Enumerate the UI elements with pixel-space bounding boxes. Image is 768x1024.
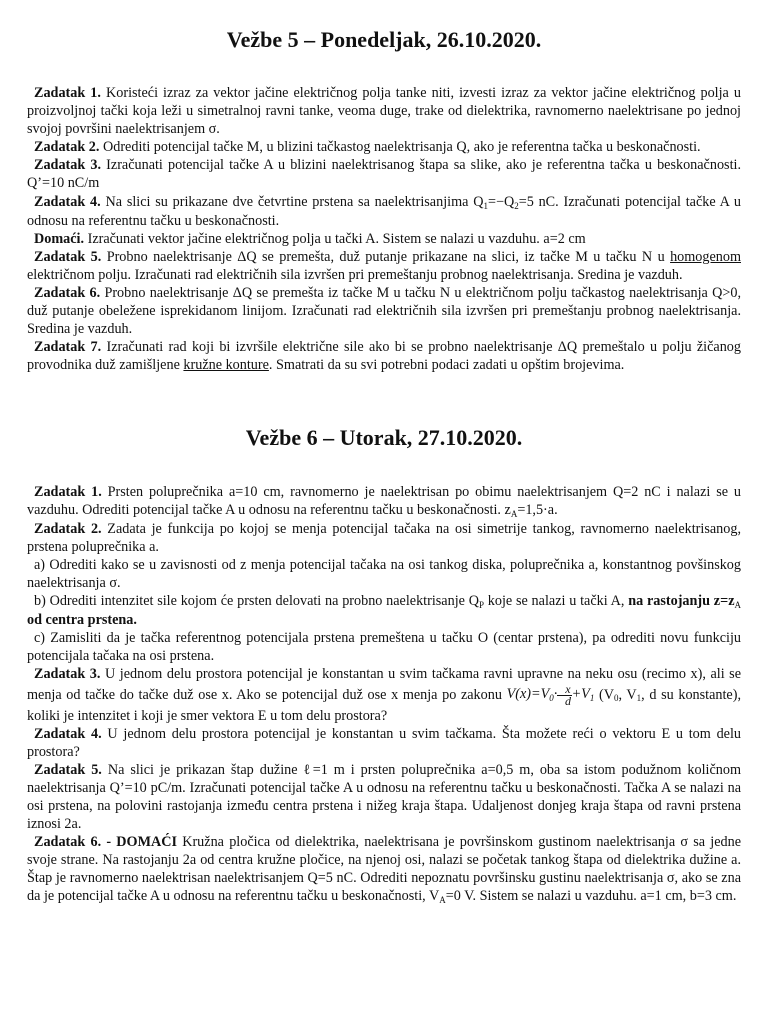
task-text: , d su konstante), koliki je intenzitet i koji je smer vektora E u tom delu prostora? bbox=[27, 686, 741, 724]
task-2a: a) Odrediti kako se u zavisnosti od z menja potencijal tačaka na osi tankog diska, poluprečnika a, konstantnog povšinskog naelektrisanja σ. bbox=[27, 556, 741, 591]
task-4 bbox=[27, 193, 741, 230]
section-title: Vežbe 6 – Utorak, 27.10.2020. bbox=[245, 424, 523, 450]
task-2b bbox=[27, 592, 741, 629]
task-label: Zadatak 2. bbox=[34, 139, 100, 156]
subscript: A bbox=[734, 600, 741, 611]
subscript: 1 bbox=[636, 693, 642, 704]
task-text: električnom polju. Izračunati rad električnih sila izvršen pri premeštanju probnog naelektrisanja. Sredina je vazduh. bbox=[27, 266, 683, 283]
formula-lhs: V(x)=V bbox=[506, 686, 550, 703]
task-4 bbox=[27, 725, 741, 761]
task-label: Zadatak 2. bbox=[34, 520, 102, 537]
section-title: Vežbe 5 – Ponedeljak, 26.10.2020. bbox=[226, 27, 542, 52]
task-6 bbox=[27, 833, 741, 906]
task-6 bbox=[27, 284, 741, 338]
potential-formula bbox=[506, 681, 595, 708]
task-2 bbox=[27, 520, 741, 556]
bold-text: na rastojanju z=z bbox=[628, 593, 735, 610]
task-text: Probno naelektrisanje ΔQ se premešta iz tačke M u tačku N u električnom polju tačkastog naelektrisanja Q>0, duž putanje obeležene isprekidanom linijom. Izračunati rad električnih sila izvršen pri premeštanju probnog naelektrisanja. Sredina je vazduh. bbox=[27, 285, 742, 338]
task-3 bbox=[27, 665, 741, 724]
subscript: P bbox=[478, 600, 484, 611]
section-vezbe-6 bbox=[27, 424, 741, 907]
task-text: Na slici je prikazan štap dužine ℓ=1 m i prsten poluprečnika a=0,5 m, oba sa istom podužnom količnom naelektrisanja Q’=10 pC/m. Izračunati potencijal tačke A u odnosu na referentnu tačku u beskonačnosti. Tačka A se nalazi na osi prstena, na polovini rastojanja između centra prstena i nižeg kraja štapa. Udaljenost donjeg kraja štapa od ravni prstena iznosi 2a. bbox=[27, 761, 742, 833]
subscript: A bbox=[510, 508, 518, 519]
formula-dot: · bbox=[553, 686, 558, 703]
task-7 bbox=[27, 338, 741, 374]
fraction-denominator: d bbox=[564, 693, 571, 708]
document-page bbox=[27, 26, 741, 907]
task-1 bbox=[27, 84, 741, 138]
task-text: Prsten poluprečnika a=10 cm, ravnomerno je naelektrisan po obimu naelektrisanjem Q=2 nC i nalazi se u vazduhu. Odrediti potencijal tačke A u odnosu na referentnu tačku u beskonačnosti. z bbox=[27, 483, 742, 518]
subscript: 0 bbox=[613, 693, 619, 704]
task-text: koje se nalazi u tački A, bbox=[483, 593, 629, 610]
task-label: Zadatak 4. bbox=[34, 193, 101, 210]
task-3 bbox=[27, 156, 741, 192]
subscript: 2 bbox=[514, 200, 519, 211]
underlined-term: kružne konture bbox=[183, 357, 269, 374]
task-5 bbox=[27, 761, 741, 833]
task-label: Domaći. bbox=[34, 230, 85, 247]
formula-plus: +V bbox=[571, 686, 590, 703]
task-text: Kružna pločica od dielektrika, naelektrisana je površinskom gustinom naelektrisanja σ sa jedne svoje strane. Na rastojanju 2a od centra kružne pločice, na njenoj osi, nalazi se početak tankog štapa od dielektrika dužine a. Štap je ravnomerno naelektrisan naelektrisanjem Q=5 nC. Odrediti nepoznatu površinsku gustinu naelektrisanja σ, ako se zna da je potencijal tačke A u odnosu na referentnu tačku u beskonačnosti, V bbox=[27, 834, 741, 905]
subscript: A bbox=[439, 895, 446, 906]
task-label: Zadatak 7. bbox=[34, 339, 102, 356]
underlined-term: homogenom bbox=[670, 248, 741, 265]
task-text: , V bbox=[618, 686, 637, 703]
task-text: =0 V. Sistem se nalazi u vazduhu. a=1 cm, b=3 cm. bbox=[445, 888, 737, 905]
homework-note bbox=[27, 230, 741, 248]
subscript: 0 bbox=[549, 693, 554, 704]
fraction bbox=[557, 681, 571, 708]
task-text: Koristeći izraz za vektor jačine električnog polja tanke niti, izvesti izraz za vektor jačine električnog polja u proizvoljnoj tački koja leži u simetralnoj ravni tanke, veoma duge, trake od dielektrika, ravnomerno naelektrisane po jednoj svojoj površini naelektrisanjem σ. bbox=[27, 85, 741, 138]
bold-text: od centra prstena. bbox=[27, 612, 137, 629]
task-text: Izračunati vektor jačine električnog polja u tački A. Sistem se nalazi u vazduhu. a=2 cm bbox=[84, 230, 586, 247]
task-text: Na slici su prikazane dve četvrtine prstena sa naelektrisanjima Q bbox=[100, 193, 484, 210]
task-text: (V bbox=[594, 686, 614, 703]
task-text: =1,5·a. bbox=[517, 501, 558, 518]
task-label: Zadatak 5. bbox=[34, 248, 102, 265]
fraction-numerator: x bbox=[557, 684, 571, 696]
task-label: Zadatak 5. bbox=[34, 761, 102, 778]
task-text: Zadata je funkcija po kojoj se menja potencijal tačaka na osi simetrije tankog, ravnomerno naelektrisanog, prstena poluprečnika a. bbox=[27, 520, 741, 555]
task-text: b) Odrediti intenzitet sile kojom će prsten delovati na probno naelektrisanje Q bbox=[34, 593, 479, 610]
subscript: 1 bbox=[483, 200, 488, 211]
subscript: 1 bbox=[589, 693, 595, 704]
section-vezbe-5 bbox=[27, 26, 741, 375]
task-text: Odrediti potencijal tačke M, u blizini tačkastog naelektrisanja Q, ako je referentna tačka u beskonačnosti. bbox=[99, 139, 701, 156]
task-text: . Smatrati da su svi potrebni podaci zadati u opštim brojevima. bbox=[268, 357, 625, 374]
task-label: Zadatak 6. bbox=[34, 285, 101, 302]
task-label: Zadatak 3. bbox=[34, 157, 102, 174]
task-text: =5 nC. Izračunati potencijal tačke A u odnosu na referentnu tačku u beskonačnosti. bbox=[27, 193, 742, 229]
task-text: Izračunati potencijal tačke A u blizini naelektrisanog štapa sa slike, ako je referentna tačka u beskonačnosti. Q’=10 nC/m bbox=[27, 157, 741, 192]
task-label: Zadatak 1. bbox=[34, 85, 101, 101]
task-label: Zadatak 6. - DOMAĆI bbox=[34, 834, 177, 851]
task-2 bbox=[27, 138, 741, 156]
task-2c: c) Zamisliti da je tačka referentnog potencijala prstena premeštena u tačku O (centar prstena), pa odrediti novu funkciju potencijala tačaka na osi prstena. bbox=[27, 630, 741, 665]
task-text: U jednom delu prostora potencijal je konstantan u svim tačkama ravni upravne na neku osu (recimo x), ali se menja od tačke do tačke duž ose x. Ako se potencijal duž ose x menja po zakonu bbox=[27, 666, 742, 703]
task-label: Zadatak 4. bbox=[34, 725, 102, 742]
task-text: =−Q bbox=[487, 193, 515, 210]
task-1 bbox=[27, 483, 741, 520]
task-label: Zadatak 3. bbox=[34, 666, 101, 683]
task-5 bbox=[27, 248, 741, 284]
task-text: Probno naelektrisanje ΔQ se premešta, duž putanje prikazane na slici, iz tačke M u tačku N u bbox=[101, 248, 671, 265]
task-label: Zadatak 1. bbox=[34, 483, 102, 500]
task-text: U jednom delu prostora potencijal je konstantan u svim tačkama. Šta možete reći o vektoru E u tom delu prostora? bbox=[27, 725, 741, 760]
task-text: Izračunati rad koji bi izvršile električne sile ako bi se probno naelektrisanje ΔQ premeštalo u polju žičanog provodnika duž zamišljene bbox=[27, 339, 741, 374]
